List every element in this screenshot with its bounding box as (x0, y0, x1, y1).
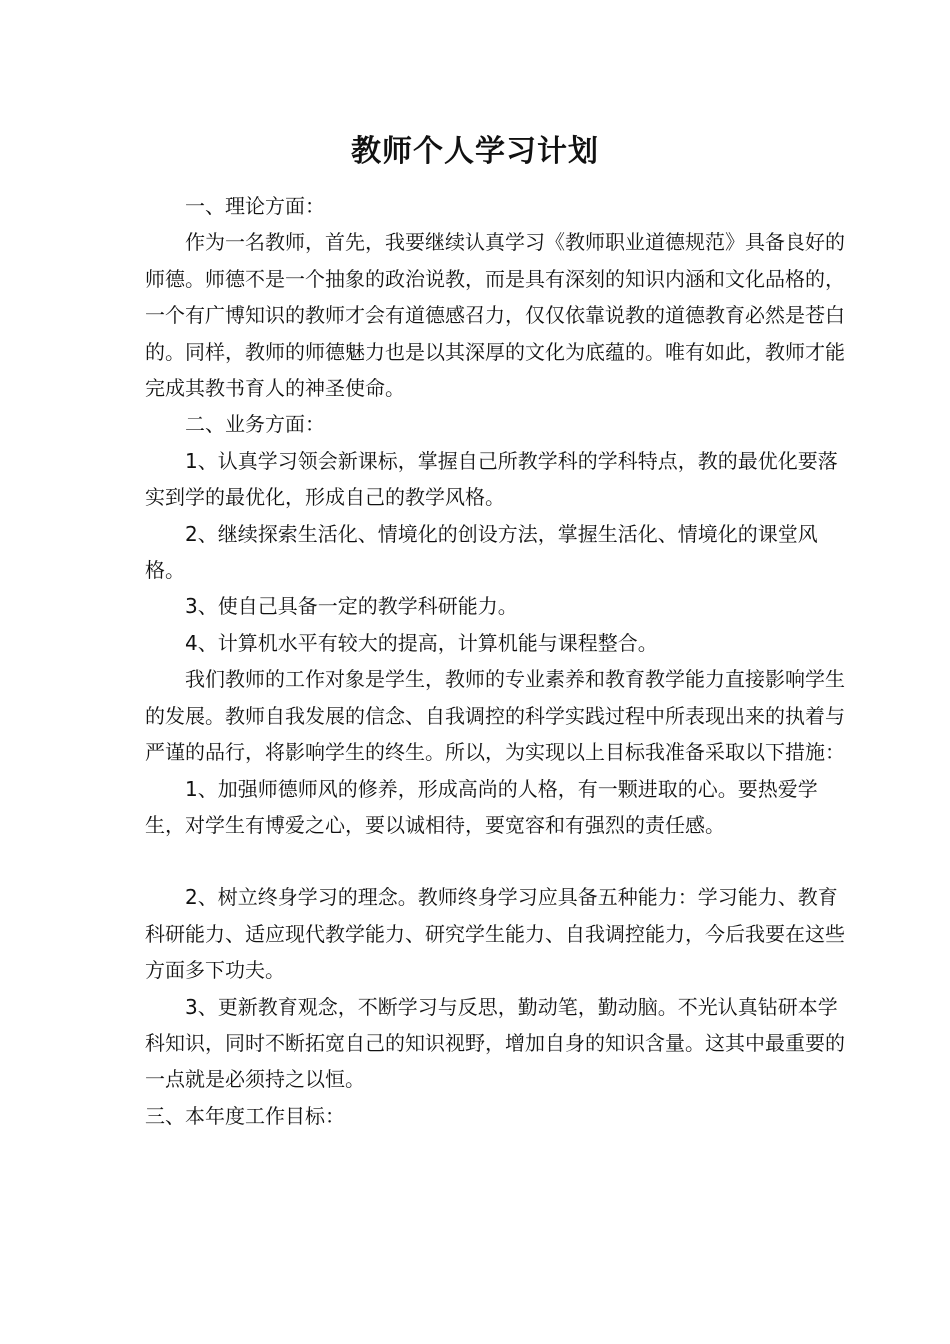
paragraph-theory: 作为一名教师，首先，我要继续认真学习《教师职业道德规范》具备良好的师德。师德不是一个抽象的政治说教，而是具有深刻的知识内涵和文化品格的，一个有广博知识的教师才会有道德感召力，仅仅依靠说教的道德教育必然是苍白的。同样，教师的师德魅力也是以其深厚的文化为底蕴的。唯有如此，教师才能完成其教书育人的神圣使命。 (145, 230, 845, 401)
section-heading-business: 二、业务方面： (185, 412, 325, 437)
section-heading-theory: 一、理论方面： (185, 194, 325, 218)
list-item-business-3: 3、使自己具备一定的教学科研能力。 (185, 594, 518, 619)
list-item-business-2: 2、继续探索生活化、情境化的创设方法，掌握生活化、情境化的课堂风格。 (145, 521, 818, 583)
list-item-measure-3: 3、更新教育观念，不断学习与反思，勤动笔，勤动脑。不光认真钻研本学科知识，同时不断拓宽自己的知识视野，增加自身的知识含量。这其中最重要的一点就是必须持之以恒。 (145, 994, 845, 1092)
document-title: 教师个人学习计划 (351, 134, 599, 169)
paragraph-measures-intro: 我们教师的工作对象是学生，教师的专业素养和教育教学能力直接影响学生的发展。教师自我发展的信念、自我调控的科学实践过程中所表现出来的执着与严谨的品行，将影响学生的终生。所以，为实现以上目标我准备采取以下措施： (145, 667, 845, 765)
list-item-measure-1: 1、加强师德师风的修养，形成高尚的人格，有一颗进取的心。要热爱学生，对学生有博爱之心，要以诚相待，要宽容和有强烈的责任感。 (145, 776, 818, 837)
section-heading-goals: 三、本年度工作目标： (145, 1103, 345, 1128)
list-item-business-1: 1、认真学习领会新课标，掌握自己所教学科的学科特点，教的最优化要落实到学的最优化，形成自己的教学风格。 (145, 448, 838, 510)
list-item-measure-2: 2、树立终身学习的理念。教师终身学习应具备五种能力：学习能力、教育科研能力、适应现代教学能力、研究学生能力、自我调控能力，今后我要在这些方面多下功夫。 (145, 885, 845, 983)
list-item-business-4: 4、计算机水平有较大的提高，计算机能与课程整合。 (185, 630, 658, 655)
document-body (145, 188, 845, 1134)
